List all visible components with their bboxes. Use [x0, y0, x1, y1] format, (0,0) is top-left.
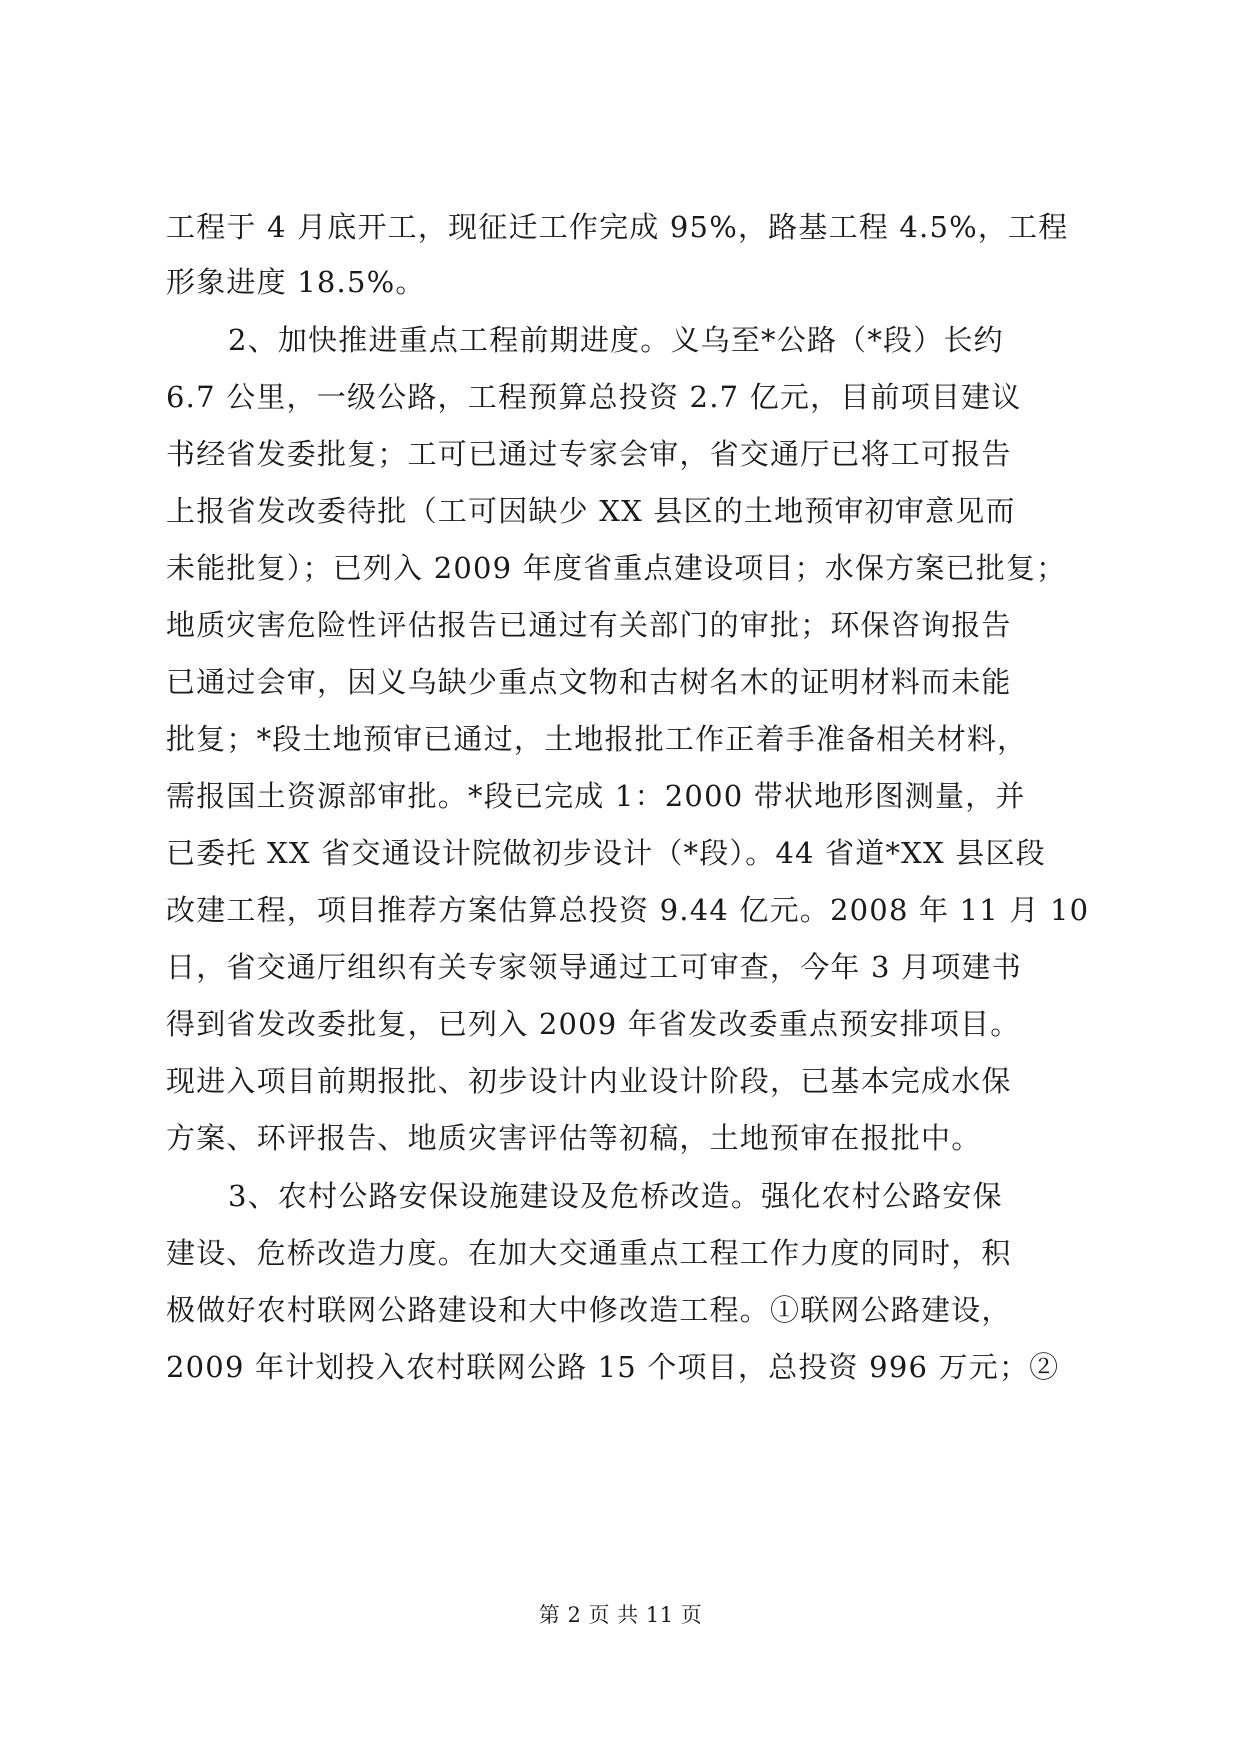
text-line: 上报省发改委待批（工可因缺少 XX 县区的土地预审初审意见而: [166, 494, 1016, 528]
text-line: 已委托 XX 省交通设计院做初步设计（*段）。44 省道*XX 县区段: [166, 836, 1046, 870]
text-line: 已通过会审，因义乌缺少重点文物和古树名木的证明材料而未能: [166, 665, 1012, 699]
text-line: 6.7 公里，一级公路，工程预算总投资 2.7 亿元，目前项目建议: [166, 380, 1022, 414]
text-line: 工程于 4 月底开工，现征迁工作完成 95%，路基工程 4.5%，工程: [166, 210, 1069, 244]
text-line: 书经省发委批复；工可已通过专家会审，省交通厅已将工可报告: [166, 437, 1012, 471]
paragraph-start-line: 3、农村公路安保设施建设及危桥改造。强化农村公路安保: [228, 1179, 1003, 1213]
text-line: 得到省发改委批复，已列入 2009 年省发改委重点预安排项目。: [166, 1007, 1021, 1041]
text-line: 形象进度 18.5%。: [166, 265, 426, 299]
text-line: 日，省交通厅组织有关专家领导通过工可审查，今年 3 月项建书: [166, 950, 1022, 984]
text-line: 现进入项目前期报批、初步设计内业设计阶段，已基本完成水保: [166, 1064, 1012, 1098]
text-line: 建设、危桥改造力度。在加大交通重点工程工作力度的同时，积: [166, 1236, 1012, 1270]
text-line: 极做好农村联网公路建设和大中修改造工程。①联网公路建设，: [166, 1293, 1012, 1327]
paragraph-start-line: 2、加快推进重点工程前期进度。义乌至*公路（*段）长约: [228, 323, 1004, 357]
text-line: 批复；*段土地预审已通过，土地报批工作正着手准备相关材料，: [166, 722, 1028, 756]
text-line: 2009 年计划投入农村联网公路 15 个项目，总投资 996 万元；②: [166, 1350, 1060, 1384]
text-line: 未能批复）；已列入 2009 年度省重点建设项目；水保方案已批复；: [166, 551, 1067, 585]
text-line: 需报国土资源部审批。*段已完成 1：2000 带状地形图测量，并: [166, 779, 1026, 813]
page-number-footer: 第 2 页 共 11 页: [538, 1603, 703, 1627]
text-line: 改建工程，项目推荐方案估算总投资 9.44 亿元。2008 年 11 月 10: [166, 893, 1090, 927]
text-line: 方案、环评报告、地质灾害评估等初稿，土地预审在报批中。: [166, 1121, 982, 1155]
text-line: 地质灾害危险性评估报告已通过有关部门的审批；环保咨询报告: [166, 608, 1012, 642]
